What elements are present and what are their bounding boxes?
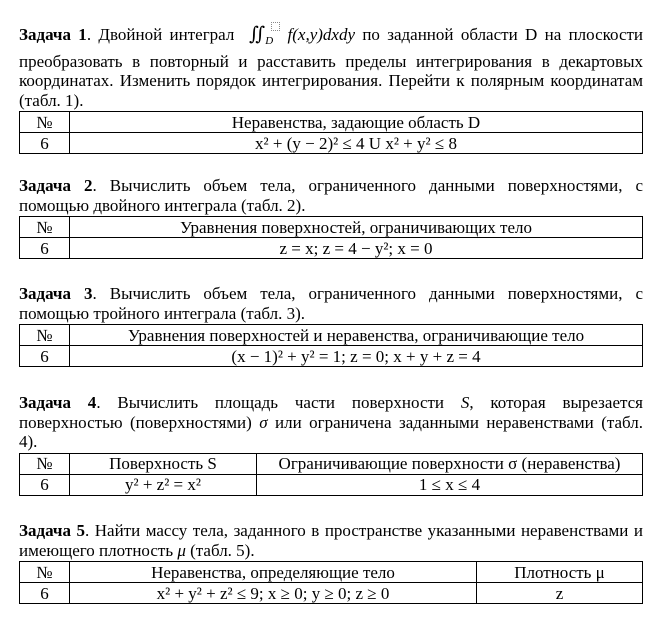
- header-inequalities: Неравенства, задающие область D: [70, 112, 643, 133]
- task-2: [19, 176, 643, 259]
- table-header-row: [20, 453, 643, 474]
- task-4-title: Задача 4: [19, 393, 97, 412]
- table-header-row: [20, 112, 643, 133]
- table-5: [19, 561, 643, 604]
- header-number: №: [20, 112, 70, 133]
- row-bounds: 1 ≤ x ≤ 4: [257, 474, 643, 495]
- table-row: [20, 346, 643, 367]
- task-2-title: Задача 2: [19, 176, 93, 195]
- header-inequalities: Неравенства, определяющие тело: [70, 562, 477, 583]
- table-2: [19, 216, 643, 259]
- header-equations: Уравнения поверхностей, ограничивающих тело: [70, 217, 643, 238]
- table-4: [19, 453, 643, 496]
- table-header-row: [20, 562, 643, 583]
- integrand: f(x,y)dxdy: [287, 25, 355, 44]
- task-4: [19, 393, 643, 496]
- task-1-text: Задача 1. Двойной интеграл $∬_D$ f(x,y)dxdy по заданной области D на плоскости преобразовать в повторный и расставить пределы интегрирования в декартовых координатах. Изменить порядок интегрирования. Перейти к полярным координатам (табл. 1).: [19, 24, 644, 110]
- table-row: [20, 238, 643, 259]
- row-number: 6: [20, 474, 70, 495]
- row-equations: (x − 1)² + y² = 1; z = 0; x + y + z = 4: [70, 346, 643, 367]
- row-density: z: [477, 583, 643, 604]
- task-5-text: Задача 5. Найти массу тела, заданного в пространстве указанными неравенствами и имеющего плотность μ (табл. 5).: [19, 521, 643, 560]
- integral-domain: D: [265, 35, 274, 47]
- task-5-title: Задача 5: [19, 521, 85, 540]
- table-1: [19, 111, 643, 154]
- task-3-text: Задача 3. Вычислить объем тела, ограниченного данными поверхностями, с помощью тройного интеграла (табл. 3).: [19, 284, 644, 323]
- integral-symbol: ∬: [249, 24, 266, 45]
- task-3: [19, 284, 643, 367]
- header-density: Плотность μ: [477, 562, 643, 583]
- table-header-row: [20, 325, 643, 346]
- header-number: №: [20, 217, 70, 238]
- table-row: [20, 133, 643, 154]
- header-number: №: [20, 325, 70, 346]
- row-inequalities: x² + y² + z² ≤ 9; x ≥ 0; y ≥ 0; z ≥ 0: [70, 583, 477, 604]
- placeholder-box-icon: [271, 22, 280, 31]
- header-bounds: Ограничивающие поверхности σ (неравенства): [257, 453, 643, 474]
- task-4-text: Задача 4. Вычислить площадь части поверхности S, которая вырезается поверхностью (поверхностями) σ или ограничена заданными неравенствами (табл. 4).: [19, 393, 643, 451]
- task-5: [19, 521, 643, 604]
- row-number: 6: [20, 346, 70, 367]
- row-inequality: x² + (y − 2)² ≤ 4 U x² + y² ≤ 8: [70, 133, 643, 154]
- header-number: №: [20, 453, 70, 474]
- task-3-title: Задача 3: [19, 284, 93, 303]
- header-number: №: [20, 562, 70, 583]
- row-number: 6: [20, 583, 70, 604]
- table-row: [20, 474, 643, 495]
- header-equations: Уравнения поверхностей и неравенства, ограничивающие тело: [70, 325, 643, 346]
- row-number: 6: [20, 238, 70, 259]
- table-row: [20, 583, 643, 604]
- header-surface: Поверхность S: [70, 453, 257, 474]
- row-equations: z = x; z = 4 − y²; x = 0: [70, 238, 643, 259]
- table-3: [19, 324, 643, 367]
- task-1-title: Задача 1: [19, 25, 87, 44]
- task-1: [19, 22, 643, 154]
- row-number: 6: [20, 133, 70, 154]
- row-surface: y² + z² = x²: [70, 474, 257, 495]
- table-header-row: [20, 217, 643, 238]
- task-2-text: Задача 2. Вычислить объем тела, ограниченного данными поверхностями, с помощью двойного интеграла (табл. 2).: [19, 176, 644, 215]
